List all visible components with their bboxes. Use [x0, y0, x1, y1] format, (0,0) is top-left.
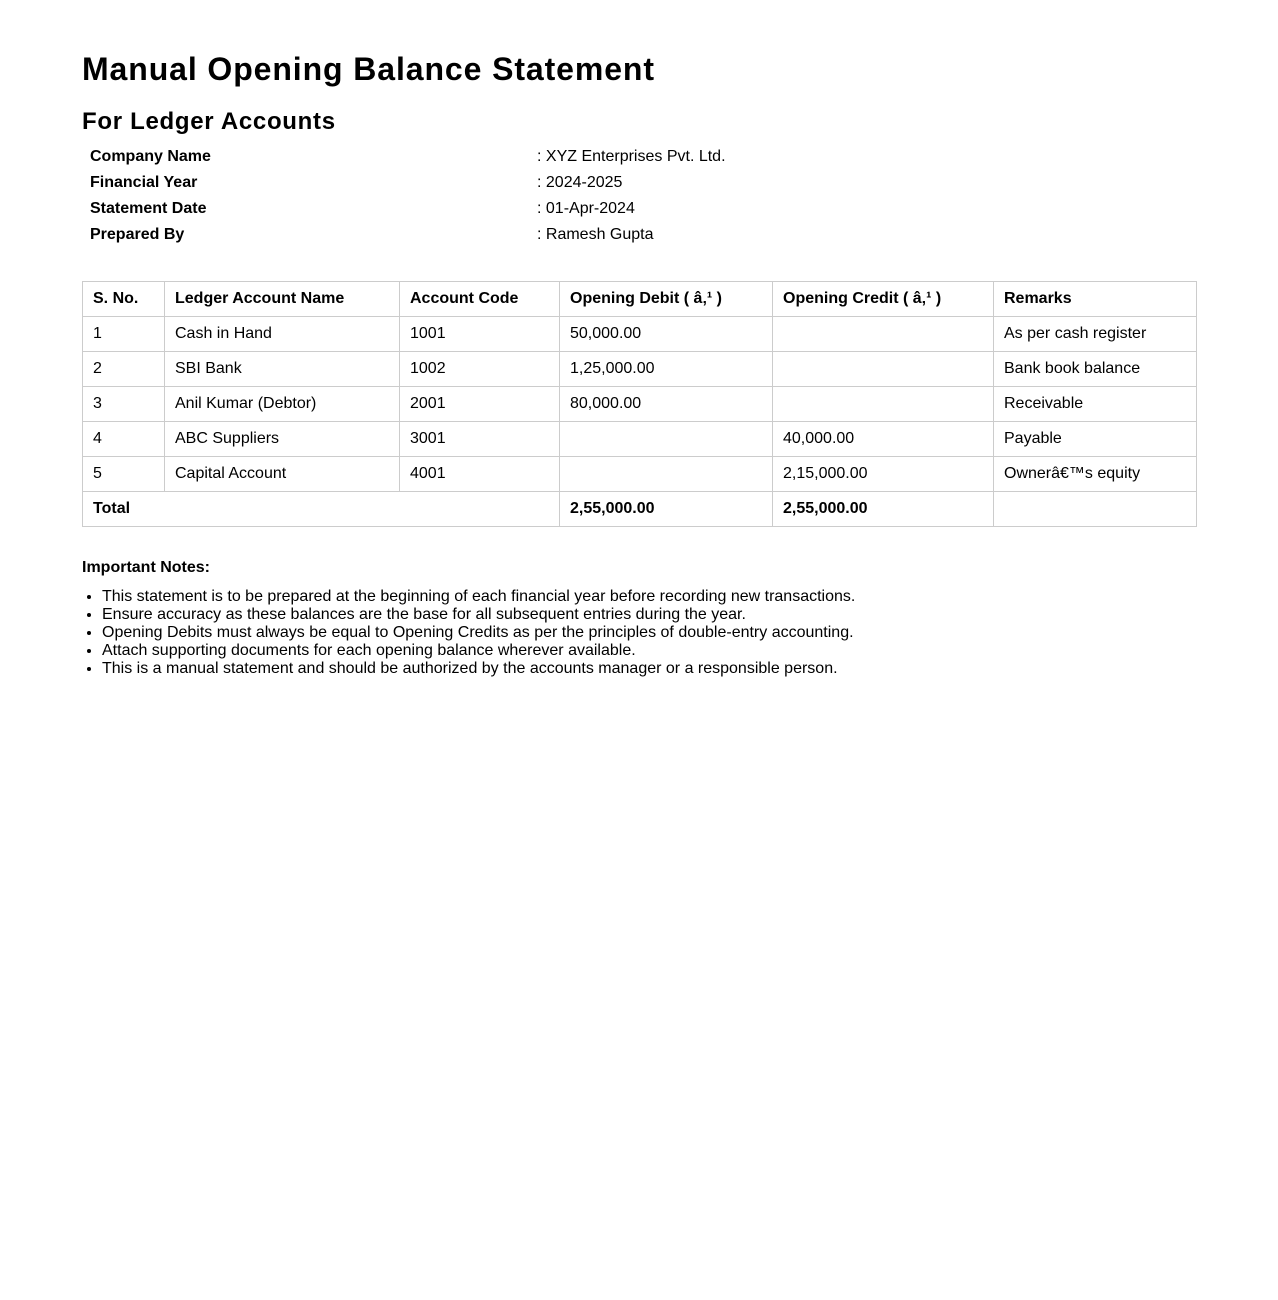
column-header-account-code: Account Code — [400, 282, 560, 317]
detail-row-financial-year — [90, 172, 850, 198]
cell-remarks: Payable — [994, 422, 1197, 457]
table-total-row — [83, 492, 1197, 527]
cell-opening-debit — [560, 422, 773, 457]
detail-value: : Ramesh Gupta — [537, 226, 654, 243]
column-header-ledger-account-name: Ledger Account Name — [165, 282, 400, 317]
note-item: • Opening Debits must always be equal to Opening Credits as per the principles of double-entry accounting. — [102, 624, 1102, 642]
page-subtitle: For Ledger Accounts — [82, 108, 336, 135]
table-row — [83, 387, 1197, 422]
cell-opening-credit — [773, 387, 994, 422]
cell-ledger-account-name: Cash in Hand — [165, 317, 400, 352]
cell-ledger-account-name: Anil Kumar (Debtor) — [165, 387, 400, 422]
note-item: • This is a manual statement and should be authorized by the accounts manager or a responsible person. — [102, 660, 1102, 678]
cell-ledger-account-name: ABC Suppliers — [165, 422, 400, 457]
cell-remarks: As per cash register — [994, 317, 1197, 352]
detail-value: : XYZ Enterprises Pvt. Ltd. — [537, 148, 726, 165]
total-label: Total — [83, 492, 560, 527]
notes-heading: Important Notes: — [82, 559, 210, 576]
note-item: • Attach supporting documents for each opening balance wherever available. — [102, 642, 1102, 660]
table-row — [83, 352, 1197, 387]
cell-account-code: 4001 — [400, 457, 560, 492]
detail-row-prepared-by — [90, 224, 850, 250]
page-title: Manual Opening Balance Statement — [82, 51, 655, 87]
note-item: • Ensure accuracy as these balances are the base for all subsequent entries during the year. — [102, 606, 1102, 624]
cell-opening-credit: 40,000.00 — [773, 422, 994, 457]
cell-account-code: 3001 — [400, 422, 560, 457]
cell-opening-credit: 2,15,000.00 — [773, 457, 994, 492]
detail-label: Financial Year — [90, 174, 198, 191]
detail-label: Company Name — [90, 148, 211, 165]
column-header-remarks: Remarks — [994, 282, 1197, 317]
cell-remarks: Bank book balance — [994, 352, 1197, 387]
total-opening-credit: 2,55,000.00 — [773, 492, 994, 527]
cell-account-code: 1002 — [400, 352, 560, 387]
cell-account-code: 2001 — [400, 387, 560, 422]
cell-remarks: Receivable — [994, 387, 1197, 422]
note-item: • This statement is to be prepared at the beginning of each financial year before recording new transactions. — [102, 588, 1102, 606]
detail-label: Prepared By — [90, 226, 185, 243]
table-row — [83, 457, 1197, 492]
table-row — [83, 317, 1197, 352]
cell-serial-no: 1 — [83, 317, 165, 352]
cell-serial-no: 2 — [83, 352, 165, 387]
cell-serial-no: 5 — [83, 457, 165, 492]
cell-opening-credit — [773, 317, 994, 352]
total-opening-debit: 2,55,000.00 — [560, 492, 773, 527]
cell-opening-debit: 80,000.00 — [560, 387, 773, 422]
total-remarks — [994, 492, 1197, 527]
cell-serial-no: 3 — [83, 387, 165, 422]
detail-row-company-name — [90, 146, 850, 172]
cell-remarks: Ownerâ€™s equity — [994, 457, 1197, 492]
table-header-row — [83, 282, 1197, 317]
cell-ledger-account-name: SBI Bank — [165, 352, 400, 387]
cell-opening-credit — [773, 352, 994, 387]
cell-opening-debit: 50,000.00 — [560, 317, 773, 352]
table-row — [83, 422, 1197, 457]
statement-details — [90, 146, 850, 250]
column-header-opening-credit: Opening Credit ( â‚¹ ) — [773, 282, 994, 317]
detail-row-statement-date — [90, 198, 850, 224]
detail-value: : 2024-2025 — [537, 174, 623, 191]
cell-opening-debit — [560, 457, 773, 492]
detail-label: Statement Date — [90, 200, 207, 217]
cell-ledger-account-name: Capital Account — [165, 457, 400, 492]
cell-account-code: 1001 — [400, 317, 560, 352]
opening-balance-table — [82, 281, 1197, 527]
column-header-serial-no: S. No. — [83, 282, 165, 317]
column-header-opening-debit: Opening Debit ( â‚¹ ) — [560, 282, 773, 317]
notes-list — [82, 588, 1102, 678]
cell-serial-no: 4 — [83, 422, 165, 457]
detail-value: : 01-Apr-2024 — [537, 200, 635, 217]
cell-opening-debit: 1,25,000.00 — [560, 352, 773, 387]
